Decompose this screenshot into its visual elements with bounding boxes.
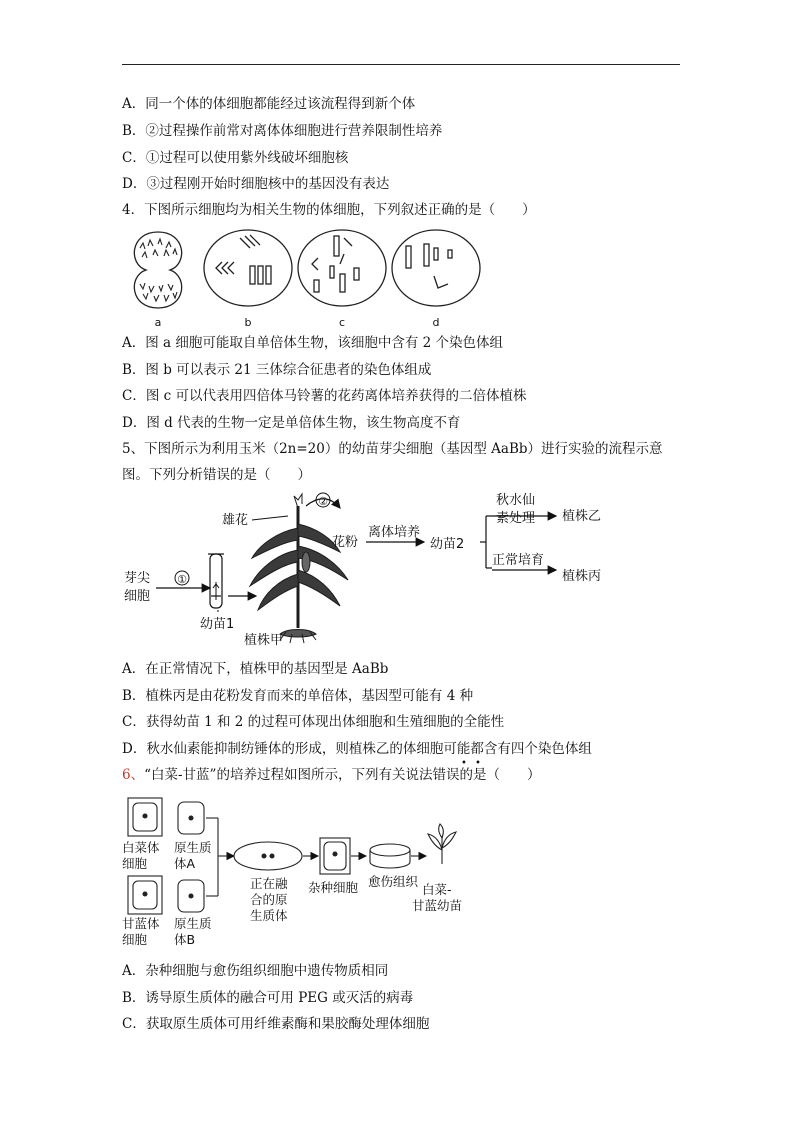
q6-option-b: B．诱导原生质体的融合可用 PEG 或灭活的病毒 [122, 990, 414, 1006]
q4-stem: 4．下图所示细胞均为相关生物的体细胞，下列叙述正确的是（ ） [122, 202, 536, 218]
protoplast-a-label-2: 体A [174, 856, 196, 871]
cell-c-label: c [338, 316, 346, 329]
plant-c-label: 植株丙 [562, 569, 602, 584]
cell-d [392, 230, 480, 306]
bud-cell-label-1: 芽尖 [124, 571, 151, 586]
normal-culture-label: 正常培育 [492, 553, 545, 568]
callus-icon [370, 844, 410, 868]
q6-option-a: A．杂种细胞与愈伤组织细胞中遗传物质相同 [122, 963, 389, 979]
callus-label: 愈伤组织 [368, 874, 419, 889]
q4-cells-figure [118, 224, 478, 330]
colchicine-label-2: 素处理 [496, 511, 536, 526]
q4-option-a: A．图 a 细胞可能取自单倍体生物，该细胞中含有 2 个染色体组 [122, 335, 504, 351]
q5-option-c: C．获得幼苗 1 和 2 的过程可体现出体细胞和生殖细胞的全能性 [122, 714, 505, 730]
q5-maize-flow-figure [118, 488, 648, 654]
q5-stem-line2: 图。下列分析错误的是（ ） [122, 467, 311, 483]
protoplast-b-label-2: 体B [174, 932, 196, 947]
pollen-label: 花粉 [332, 535, 359, 550]
seedling2-label: 幼苗2 [430, 537, 465, 552]
plant-a-label: 植株甲 [244, 633, 284, 648]
header-rule [122, 64, 680, 65]
emphasis-dot: • [461, 758, 467, 769]
q6-fusion-figure [122, 794, 492, 950]
fusing-label-1: 正在融 [250, 876, 288, 891]
step2-label: ② [318, 495, 328, 508]
male-flower-label: 雄花 [222, 513, 249, 528]
seedling1-label: 幼苗1 [200, 617, 235, 632]
hybrid-cell-label: 杂种细胞 [308, 880, 359, 895]
q3-option-a: A．同一个体的体细胞都能经过该流程得到新个体 [122, 96, 416, 112]
fusing-label-3: 生质体 [250, 908, 288, 923]
plant-b-label: 植株乙 [562, 509, 602, 524]
q3-option-d: D．③过程刚开始时细胞核中的基因没有表达 [122, 176, 390, 192]
kale-cell-label-1: 甘蓝体 [122, 916, 160, 931]
q3-option-b: B．②过程操作前常对离体体细胞进行营养限制性培养 [122, 123, 443, 139]
cell-b [204, 230, 292, 306]
q3-option-c: C．①过程可以使用紫外线破坏细胞核 [122, 150, 349, 166]
kale-cell-label-2: 细胞 [122, 932, 148, 947]
protoplast-a-label-1: 原生质 [174, 840, 212, 855]
cell-a [134, 232, 181, 308]
q5-stem-line1: 5、下图所示为利用玉米（2n=20）的幼苗芽尖细胞（基因型 AaBb）进行实验的流程示意 [122, 441, 663, 457]
emphasis-dot: • [475, 758, 481, 769]
step1-label: ① [177, 573, 187, 586]
test-tube-icon [208, 554, 224, 608]
q6-stem [122, 766, 540, 784]
q4-option-c: C．图 c 可以代表用四倍体马铃薯的花药离体培养获得的二倍体植株 [122, 388, 527, 404]
q4-option-d: D．图 d 代表的生物一定是单倍体生物，该生物高度不育 [122, 415, 461, 431]
maize-plant-icon [250, 494, 348, 643]
cabbage-cell-label-2: 细胞 [122, 856, 148, 871]
culture-label: 离体培养 [368, 525, 421, 540]
colchicine-label-1: 秋水仙 [496, 493, 536, 508]
cabbage-cell-label-1: 白菜体 [122, 840, 160, 855]
cell-a-label: a [154, 316, 162, 329]
q6-stem-text: “白菜-甘蓝”的培养过程如图所示，下列有关说法错误的是（ ） [144, 767, 541, 783]
cell-b-label: b [244, 316, 252, 329]
fusing-label-2: 合的原 [250, 892, 288, 907]
q6-option-c: C．获取原生质体可用纤维素酶和果胶酶处理体细胞 [122, 1016, 430, 1032]
seedling-icon [428, 824, 456, 864]
bud-cell-label-2: 细胞 [124, 589, 151, 604]
cell-d-label: d [432, 316, 440, 329]
q4-option-b: B．图 b 可以表示 21 三体综合征患者的染色体组成 [122, 362, 432, 378]
seedling-label-1: 白菜- [422, 882, 452, 897]
q6-number: 6、 [122, 767, 145, 783]
q5-option-a: A．在正常情况下，植株甲的基因型是 AaBb [122, 661, 389, 677]
cell-c [298, 230, 386, 306]
q5-option-d: D．秋水仙素能抑制纺锤体的形成，则植株乙的体细胞可能都含有四个染色体组 [122, 741, 592, 757]
fusing-protoplast-icon [234, 842, 302, 870]
protoplast-b-label-1: 原生质 [174, 916, 212, 931]
seedling-label-2: 甘蓝幼苗 [412, 898, 463, 913]
q5-option-b: B．植株丙是由花粉发育而来的单倍体，基因型可能有 4 种 [122, 688, 474, 704]
